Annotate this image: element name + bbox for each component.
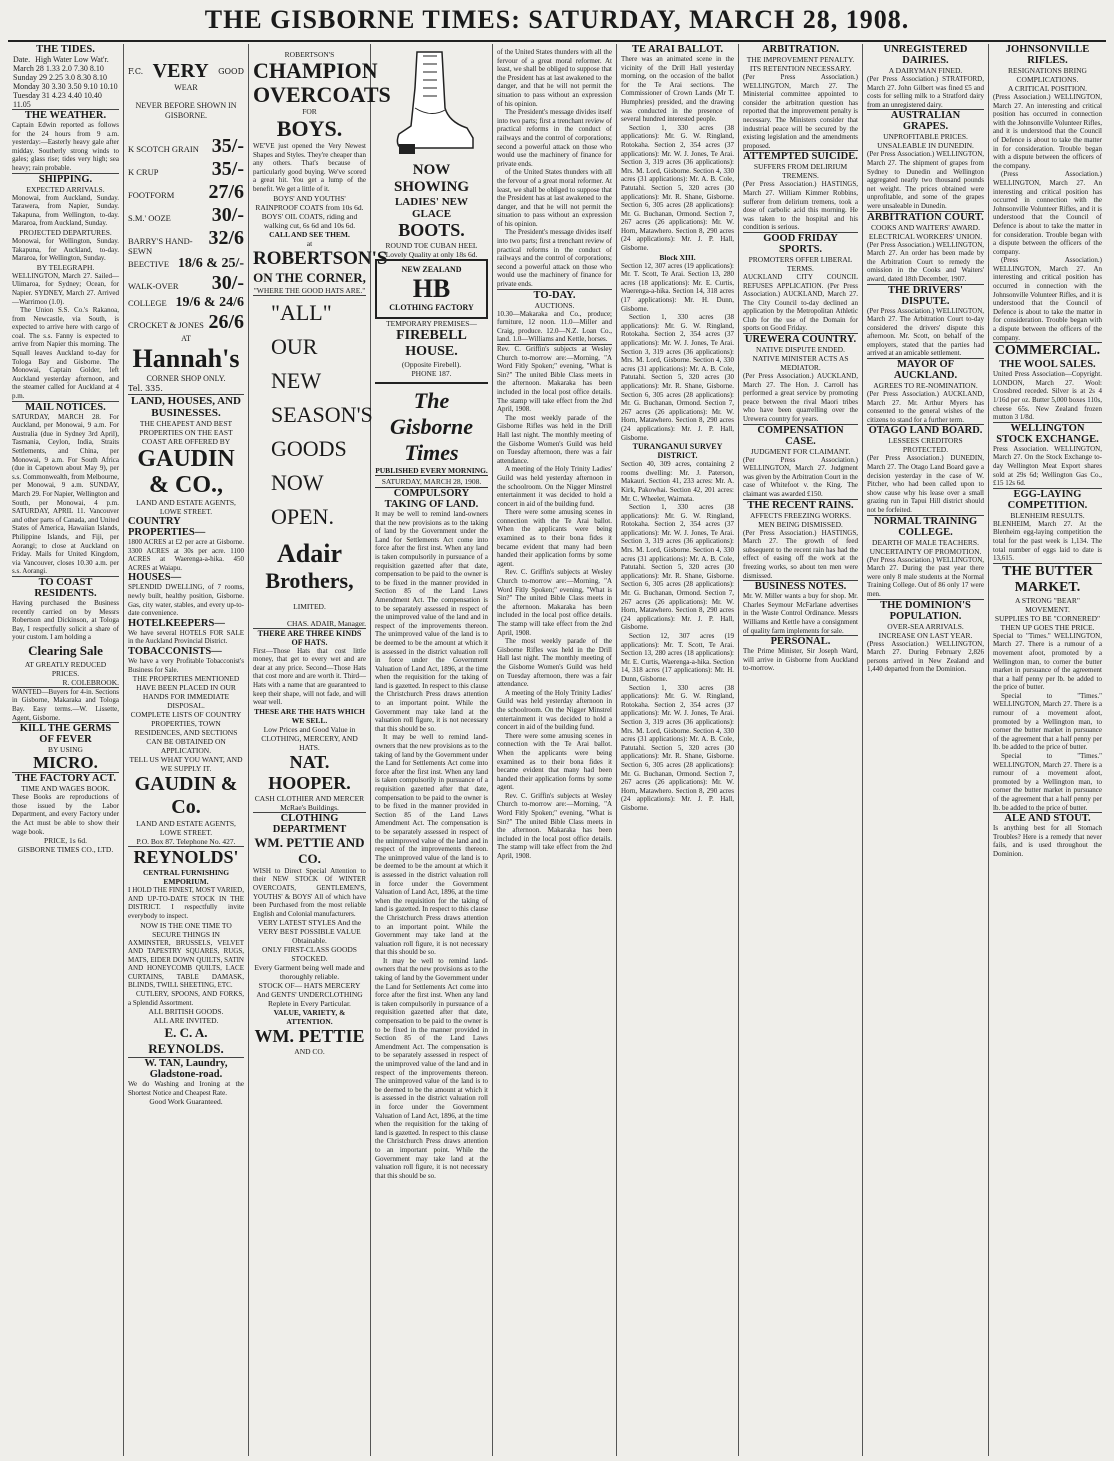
column-3 (249, 44, 391, 1456)
gaudin2-title: GAUDIN & Co. (134, 773, 238, 819)
hotel-heading: HOTELKEEPERS— (128, 617, 225, 629)
otago-text: (Per Press Association.) DUNEDIN, March 27. The Otago Land Board gave a decision yesterday in the case of W. Pitcher, who had been called upon to show cause why his lease over a small grazing run in Tapui Hill district should not be forfeited. (867, 454, 984, 514)
tides-row: March 28 1.33 2.0 7.30 8.10 (13, 64, 104, 73)
micro-by: BY USING (48, 745, 83, 755)
editorial-text: It may be well to remind land-owners that the new provisions as to the taking of land by the Government under the Land for Settlements Act come into force after the first inst. When any land is taken compulsorily in pursuance of a requisition gazetted after that date, compensation to be paid to the owner is to be fixed in the manner provided in Section 85 of the Land Laws Amendment Act. The compensation is to be separately assessed in respect of the unimproved value of the land and in respect of the improvements thereon. The unimproved value of the land is to be deemed to be the amount at which it is assessed in the district valuation roll in force under the Government Valuation of Land Act, 1896, at the time when the requisition for the taking of land is gazetted. In respect to this clause the Christchurch Press draws attention to an important point. While the Government may take land at the valuation roll figure, it is not necessary that this should be so. (375, 956, 488, 1180)
reynolds-text: I HOLD THE FINEST, MOST VARIED, AND UP-TO-DATE STOCK IN THE DISTRICT. I respectfully invite everybody to inspect. (128, 886, 244, 920)
raincoats-label: BOYS' AND YOUTHS' RAINPROOF COATS from 10s 6d. (255, 193, 364, 212)
reynolds-title: REYNOLDS' (133, 847, 239, 868)
tides-row: Tuesday 31 4.23 4.40 10.40 11.05 (13, 91, 102, 109)
ales-text: Is anything best for all Stomach Troubles? Here is a remedy that never fails, and is used throughout the Dominion. (993, 824, 1102, 858)
grapes-sub: UNPROFITABLE PRICES. (883, 132, 968, 142)
block-heading: Block XIII. (659, 252, 696, 262)
boots-title: BOOTS. (398, 220, 465, 240)
masthead-rule (8, 40, 1106, 42)
divider (375, 382, 488, 384)
dairies-sub: A DAIRYMAN FINED. (888, 66, 963, 75)
dominion-sub: OVER-SEA ARRIVALS. (887, 621, 964, 631)
news-text: There were some amusing scenes in connection with the Te Arai ballot. When the applicants were being examined as to their bona fides it became evident that many had been handed their application forms by some agent. (497, 508, 612, 568)
urewera-sub: NATIVE MINISTER ACTS AS MEDIATOR. (752, 354, 849, 373)
ladies-label: LADIES' NEW GLACE (394, 196, 469, 220)
masthead: THE GISBORNE TIMES: SATURDAY, MARCH 28, 1908. (204, 5, 910, 34)
today-heading: TO-DAY. (533, 289, 576, 301)
now-word: NOW (271, 469, 324, 495)
commercial-heading: COMMERCIAL. (994, 343, 1101, 359)
rifles-text: (Press Association.) WELLINGTON, March 27. An interesting and critical position has occurred in connection with the Johnsonville Volunteer Rifles, and it is understood that the Council of Defence is about to take the matter in for consideration. Trouble began with a dispute between the officers of the company. (993, 170, 1102, 256)
projected-text: Monowai, for Wellington, Sunday. Takapuna, for Auckland, to-day. Mararoa, for Wellington, Sunday. (12, 236, 119, 263)
value-label: VALUE, VARIETY, & ATTENTION. (273, 1008, 346, 1027)
tobacco-heading: TOBACCONISTS— (128, 645, 222, 657)
rifles-text: (Press Association.) WELLINGTON, March 27. An interesting and critical position has occurred in connection with the Johnsonville Volunteer Rifles, and it is understood that the Council of Defence is about to take the matter in for consideration. Trouble began with a dispute between the officers of the company. (993, 256, 1102, 342)
business-heading: BUSINESS NOTES. (754, 581, 847, 593)
price-value: 32/6 (208, 227, 244, 249)
editorial-text: It may be well to remind land-owners that the new provisions as to the taking of land by the Government under the Land for Settlements Act come into force after the first inst. When any land is taken compulsorily in pursuance of a requisition gazetted after that date, compensation to be paid to the owner is to be fixed in the manner provided in Section 85 of the Land Laws Amendment Act. The compensation is to be separately assessed in respect of the unimproved value of the land and in respect of the improvements thereon. The unimproved value of the land is to be deemed to be the amount at which it is assessed in the district valuation roll in force under the Government Valuation of Land Act, 1896, at the time when the requisition for the taking of land is gazetted. In respect to this clause the Christchurch Press draws attention to an important point. While the Government may take land at the valuation roll figure, it is not necessary that this should be so. (375, 510, 488, 733)
shipping-heading: SHIPPING. (38, 173, 93, 185)
news-text: A meeting of the Holy Trinity Ladies' Guild was held yesterday afternoon in the schoolroom. On the Nigger Minstrel entertainment it was decided to hold a concert in aid of the building fund. (497, 688, 612, 732)
egg-sub: BLENHEIM RESULTS. (1010, 510, 1085, 520)
article-text: of the United States thunders with all the fervour of a great moral reformer. At least, we shall be obliged to suppose that the President has at last awakened to the danger, and that he will not permit the situation to pass without an expression of his opinion. (497, 168, 612, 228)
at-label: AT (181, 334, 191, 343)
urewera-sub: NATIVE DISPUTE ENDED. (756, 345, 845, 355)
lovely-label: Lovely Quality at only 18s 6d. (385, 250, 478, 259)
mayor-text: (Per Press Association.) AUCKLAND, March 27. Mr. Arthur Myers has consented to the general wishes of the citizens to stand for a further term. (867, 390, 984, 424)
arbitration-court-sub: ELECTRICAL WORKERS' UNION. (868, 231, 983, 241)
dairies-text: (Per Press Association.) STRATFORD, March 27. John Gilbert was fined £5 and costs for selling milk to a Stratford dairy from an unregistered dairy. (867, 75, 984, 109)
compensation-sub: JUDGMENT FOR CLAIMANT. (750, 446, 851, 456)
pettie-title: WM. PETTIE AND CO. (254, 834, 365, 866)
column-5 (493, 44, 616, 1456)
article-text: The President's message divides itself into two parts; first a trenchant review of practical reforms in the conduct of railways and the control of corporations; second a powerful attack on those who would use the machinery of finance for private ends. (497, 108, 612, 168)
sports-heading: GOOD FRIDAY SPORTS. (763, 232, 838, 255)
call-label: CALL AND SEE THEM. (269, 229, 350, 239)
butter-heading: THE BUTTER MARKET. (1002, 563, 1093, 595)
overcoats-intro: WE'VE just opened the Very Newest Shapes and Styles. They're cheaper than any others. That's because of particularly good buying. We've scored a great hit. You get a lump of the benefit. We get a little of it. (253, 142, 366, 193)
butter-sub: SUPPLIES TO BE "CORNERED" THEN UP GOES THE PRICE. (994, 613, 1101, 632)
sports-sub: PROMOTERS OFFER LIBERAL TERMS. (748, 254, 853, 273)
mail-heading: MAIL NOTICES. (25, 401, 106, 413)
normal-heading: NORMAL TRAINING COLLEGE. (873, 515, 978, 538)
mayor-heading: MAYOR OF AUCKLAND. (893, 359, 958, 382)
price-row (128, 311, 244, 334)
price-value: 30/- (211, 272, 244, 294)
hb-logo (375, 259, 488, 319)
otago-heading: OTAGO LAND BOARD. (868, 425, 983, 437)
temp-label: TEMPORARY PREMISES— (386, 319, 477, 328)
boot-illustration (387, 48, 477, 158)
gaudin2-sub: LAND AND ESTATE AGENTS, LOWE STREET. (136, 819, 236, 838)
price-row (128, 256, 244, 272)
shipping-notes: The Union S.S. Co.'s Rakanoa, from Newcastle, via South, is expected to arrive here with cargo of coal. The s.s. Fanny is expected to arrive from Napier this morning. The Squall leaves Auckland to-day for Tologa Bay and Gisborne. The Monowai, Captain Golder, left Auckland yesterday afternoon, and the steamer called for Auckland at 4 p.m. (12, 306, 119, 401)
guaranteed-label: Good Work Guaranteed. (149, 1097, 223, 1107)
mail-text: SATURDAY, MARCH 28. For Auckland, per Monowai, 9 a.m. For Australia (due in Sydney 3rd April), Tasmania, Ceylon, India, Straits Settlements, and China, per Monowai, 9 a.m. For South Africa (due in Capetown about May 9), per s.s. Commonwealth, from Melbourne, per Monowai, 9 a.m. SUNDAY, March 29. For Napier, Wellington and South, per Monowai, 4 p.m. SATURDAY, APRIL 11. Vancouver and other parts of Canada, and United States of America, Hawaiian Islands, Philippine Islands, and Fiji, per Aorangi; to close at Auckland on Friday. Mails for United Kingdom, via Vancouver, closes 10.30 a.m. per s.s. Aorangi. (12, 412, 119, 576)
grapes-text: (Per Press Association.) WELLINGTON, March 27. The shipment of grapes from Sydney to Dunedin and Wellington aggregated nearly two thousand pounds net weight. The prices obtained were unprofitable, and some of the grapes were unsaleable in Dunedin. (867, 150, 984, 210)
price-row (128, 295, 244, 311)
andco-label: AND CO. (294, 1047, 325, 1057)
telegraph-text: WELLINGTON, March 27. Sailed—Ulimaroa, for Sydney; Ocean, for Napier. SYDNEY, March 27. Arrived—Warrimoo (1.0). (12, 271, 119, 306)
rains-text: (Per Press Association.) HASTINGS, March 27. The growth of feed subsequent to the recent rain has had the effect of easing off the work at the freezing works, so about ten men were dismissed. (743, 528, 858, 580)
turanganui-text: Section 40, 309 acres, containing 2 rooms dwelling: Mr. J. Paterson, Makauri. Section 41, 233 acres: Mr. A. Kirk, Pakowhai. Section 42, 201 acres: Mr. C. Wheeler, Waimata. (621, 460, 734, 503)
opposite-label: (Opposite Firebell). (401, 360, 462, 369)
arbitration-sub: THE IMPROVEMENT PENALTY. (746, 55, 855, 64)
ballot-results: Section 1, 330 acres (38 applications): Mr. G. W. Ringland, Rotokaha. Section 2, 354 acres (37 applications): Mr. W. J. Jones, Te Arai. Section 3, 319 acres (36 applications): Mrs. M. Lord, Gisborne. Section 4, 330 acres (31 applications): Mr. A. B. Cole, Patutahi. Section 5, 320 acres (30 applications): Mr. R. Shane, Gisborne. Section 6, 305 acres (28 applications): Mr. G. Buchanan, Ormond. Section 7, 267 acres (26 applications): Mr. W. Horn, Matawhero. Section 8, 290 acres (24 applications): Mr. J. P. Hall, Gisborne. (621, 683, 734, 812)
ales-heading: ALE AND STOUT. (1004, 813, 1091, 825)
on-corner-label: ON THE CORNER, (253, 269, 366, 285)
column-4 (371, 44, 492, 1456)
factory-act: THE FACTORY ACT. (14, 773, 117, 785)
butter-text: Special to "Times." WELLINGTON, March 27. There is a rumour of a movement afoot, promoted by a Wellington man, to corner the butter market in pursuance of the agreement that a half penny per lb. be added to the price of butter. (993, 631, 1102, 692)
price-item: K CRUP (128, 167, 159, 177)
hooper-title: NAT. HOOPER. (268, 751, 351, 793)
laundry-text: We do Washing and Ironing at the Shortest Notice and Cheapest Rate. (128, 1080, 244, 1097)
clothing-heading: CLOTHING DEPARTMENT (272, 812, 347, 835)
business-text: Mr. W. Miller wants a buy for shop. Mr. Charles Seymour McFarlane advertises in the Waste Control Ordinance. Messrs Williams and Kettle have a consignment of quality farm implements for sale. (743, 592, 858, 635)
dairies-heading: UNREGISTERED DAIRIES. (883, 44, 968, 66)
phone-label: PHONE 187. (411, 369, 452, 378)
editorial-heading: COMPULSORY TAKING OF LAND. (384, 488, 479, 510)
ballot-results: Section 1, 330 acres (38 applications): Mr. G. W. Ringland, Rotokaha. Section 2, 354 acres (37 applications): Mr. W. J. Jones, Te Arai. Section 3, 319 acres (36 applications): Mrs. M. Lord, Gisborne. Section 4, 330 acres (31 applications): Mr. A. B. Cole, Patutahi. Section 5, 320 acres (30 applications): Mr. R. Shane, Gisborne. Section 6, 305 acres (28 applications): Mr. G. Buchanan, Ormond. Section 7, 267 acres (26 applications): Mr. W. Horn, Matawhero. Section 8, 290 acres (24 applications): Mr. J. P. Hall, Gisborne. (621, 503, 734, 632)
tobacco-text: We have a very Profitable Tobacconist's Business for Sale. (128, 656, 244, 674)
weather-text: Captain Edwin reported as follows for the 24 hours from 9 a.m. yesterday:—Easterly heavy gale after midday. Southerly strong winds to gales; glass rise; tides very high; sea heavy; rain probable. (12, 121, 119, 172)
news-text: The most weekly parade of the Gisborne Rifles was held in the Drill Hall last night. The monthly meeting of the Gisborne Women's Guild was held on Tuesday afternoon, there was a fair attendance. (497, 413, 612, 465)
where-label: "WHERE THE GOOD HATS ARE." (253, 285, 366, 295)
price-item: BEECTIVE (128, 259, 170, 269)
season-goods-block (271, 296, 373, 534)
boys-title: BOYS. (276, 116, 343, 141)
tell-label: TELL US WHAT YOU WANT, AND WE SUPPLY IT. (129, 755, 243, 774)
exchange-text: Press Association. WELLINGTON, March 27. On the Stock Exchange to-day Wellington Meat Export shares sold at 29s 6d; Wellington Gas Co., £15 12s 6d. (993, 444, 1102, 488)
urewera-heading: UREWERA COUNTRY. (744, 334, 857, 346)
clearing-sign: R. COLEBROOK. (62, 677, 119, 687)
tides-row: Monday 30 3.30 3.50 9.10 10.10 (13, 82, 118, 91)
latest-label: VERY LATEST STYLES And the VERY BEST POSSIBLE VALUE Obtainable. (257, 918, 362, 946)
hb-label: HB (412, 274, 451, 303)
arbitration-court-heading: ARBITRATION COURT. (867, 211, 984, 223)
normal-sub: UNCERTAINTY OF PROMOTION. (869, 546, 982, 556)
new-word: NEW (271, 367, 322, 393)
price-item: WALK-OVER (128, 281, 179, 291)
tides-row: Sunday 29 2.25 3.0 8.30 8.10 (13, 73, 107, 82)
hotel-text: We have several HOTELS FOR SALE in the Auckland Provincial District. (128, 628, 244, 646)
drivers-text: (Per Press Association.) WELLINGTON, March 27. The Arbitration Court to-day considered the drivers' dispute this afternoon. Mr. Scott, on behalf of the employers, stated that the parties had arrived at an amicable settlement. (867, 306, 984, 358)
price-row (128, 135, 244, 158)
article-text: of the United States thunders with all the fervour of a great moral reformer. At least, we shall be obliged to suppose that the President has at last awakened to the danger, and that he will not permit the situation to pass without an expression of his opinion. (497, 48, 612, 108)
column-2 (124, 44, 248, 1456)
published-label: PUBLISHED EVERY MORNING. (375, 466, 488, 475)
news-text: Rev. C. Griffin's subjects at Wesley Church to-morrow are:—Morning, "A Word Fitly Spoken;" evening, "What is Sin?" The united Bible Class meets in the afternoon. Makaraka has been included in the local post office details. The stamp will take effect from the 2nd April, 1908. (497, 345, 612, 414)
coast-text: Having purchased the Business recently carried on by Messrs Robertson and Dickinson, at Tologa Bay, I respectfully solicit a share of your custom. I am holding a (12, 598, 119, 642)
price-value: 27/6 (208, 181, 244, 203)
pettie2-title: WM. PETTIE (254, 1026, 365, 1047)
butter-text: Special to "Times." WELLINGTON, March 27. There is a rumour of a movement afoot, promoted by a Wellington man, to corner the butter market in pursuance of the agreement that a half penny per lb. be added to the price of butter. (993, 691, 1102, 752)
column-7 (739, 44, 862, 1456)
price-value: 18/6 & 25/- (177, 256, 244, 271)
price-row (128, 272, 244, 295)
houses-text: SPLENDID DWELLING, of 7 rooms, newly built, healthy position, Gisborne. Gas, city water, stables, and every up-to-date convenience. (128, 583, 244, 618)
telegraph-subheading: BY TELEGRAPH. (36, 262, 95, 272)
our-word: OUR (271, 333, 318, 359)
coast-heading: TO COAST RESIDENTS. (34, 576, 97, 599)
tides-header-water: High Water Low Wat'r. (35, 55, 109, 64)
gaudin-sub: LAND AND ESTATE AGENTS, LOWE STREET. (136, 498, 236, 516)
factory-sub: TIME AND WAGES BOOK. (21, 784, 110, 794)
micro-title: MICRO. (33, 753, 98, 773)
publisher: GISBORNE TIMES CO., LTD. (17, 845, 114, 855)
weather-heading: THE WEATHER. (24, 110, 107, 121)
shipping-text: Monowai, from Auckland, Sunday. Tarawera, from Napier, Sunday. Takapuna, from Wellington, to-day. Mararoa, from Auckland, Sunday. (12, 193, 119, 228)
arbitration-heading: ARBITRATION. (761, 44, 840, 55)
egg-heading: EGG-LAYING COMPETITION. (1007, 488, 1088, 511)
news-text: There were some amusing scenes in connection with the Te Arai ballot. When the applicants were being examined as to their bona fides it became evident that many had been handed their application forms by some agent. (497, 731, 612, 792)
hooper-addr: McRae's Buildings. (280, 802, 339, 812)
rifles-sub: A CRITICAL POSITION. (1007, 84, 1088, 93)
low-label: Low Prices and Good Value in CLOTHING, MERCERY, AND HATS. (261, 724, 358, 752)
exchange-heading: WELLINGTON STOCK EXCHANGE. (996, 422, 1099, 445)
hats-text: First—Those Hats that cost little money, that get to every wet and are dear at any price. Second—Those Hats that cost more and are worth it. Third—Hats with a name that are guaranteed to keep their shape, will not fade, and will wear well. (253, 646, 366, 707)
goods-word: GOODS (271, 435, 347, 461)
british-label: ALL BRITISH GOODS. (148, 1007, 224, 1017)
firebell-title: FIREBELL HOUSE. (396, 328, 467, 359)
price-value: 30/- (211, 204, 244, 226)
arbitration-court-text: (Per Press Association.) WELLINGTON, March 27. An order has been made by the Arbitration Court to remedy the omission in the Cooks and Waiters' award, dated 18th December, 1907. (867, 240, 984, 283)
price-item: K SCOTCH GRAIN (128, 144, 199, 154)
champion-title: CHAMPION OVERCOATS (253, 58, 391, 107)
tides-header-date: Date. (13, 55, 31, 64)
price-item: BARRY'S HAND-SEWN (128, 236, 193, 256)
robertsons-title: ROBERTSON'S (253, 247, 388, 269)
boot-price-list (128, 135, 244, 334)
good-label: GOOD (218, 66, 244, 76)
article-text: The President's message divides itself into two parts; first a trenchant review of practical reforms in the conduct of railways and the control of corporations; second a powerful attack on those who would use the machinery of finance for private ends. (497, 228, 612, 289)
country-text: 1800 ACRES at £2 per acre at Gisborne. 3300 ACRES at 30s per acre. 1100 ACRES at Waerenga-a-hika. 450 ACRES at Waiapu. (128, 538, 244, 572)
personal-heading: PERSONAL. (770, 636, 831, 648)
factory-text: These Books are reproductions of those issued by the Labor Department, and every Factory under the Act must be able to show their wage book. (12, 793, 119, 836)
grapes-sub: UNSALEABLE IN DUNEDIN. (877, 141, 974, 151)
season-word: SEASON'S (271, 401, 373, 427)
ballot-results: Section 1, 330 acres (38 applications): Mr. G. W. Ringland, Rotokaha. Section 2, 354 acres (37 applications): Mr. W. J. Jones, Te Arai. Section 3, 319 acres (36 applications): Mrs. M. Lord, Gisborne. Section 4, 330 acres (31 applications): Mr. A. B. Cole, Patutahi. Section 5, 320 acres (30 applications): Mr. R. Shane, Gisborne. Section 6, 305 acres (28 applications): Mr. G. Buchanan, Ormond. Section 7, 267 acres (26 applications): Mr. W. Horn, Matawhero. Section 8, 290 acres (24 applications): Mr. J. P. Hall, Gisborne. (621, 123, 734, 253)
column-1 (8, 44, 123, 1456)
urewera-text: (Per Press Association.) AUCKLAND, March 27. The Hon. J. Carroll has performed a great service by promoting peace between the rival Maori tribes who have been quarrelling over the Urewera country for years. (743, 372, 858, 424)
news-text: Rev. C. Griffin's subjects at Wesley Church to-morrow are:—Morning, "A Word Fitly Spoken;" evening, "What is Sin?" The united Bible Class meets in the afternoon. Makaraka has been included in the local post office details. The stamp will take effect from the 2nd April, 1908. (497, 568, 612, 637)
projected-subheading: PROJECTED DEPARTURES. (19, 227, 112, 237)
all-word: "ALL" (271, 299, 332, 325)
gaudin-title: GAUDIN & CO., (137, 446, 235, 498)
wear-label: WEAR (174, 83, 198, 92)
tides-table (12, 55, 119, 109)
price-row (128, 227, 244, 256)
pettie-text: WISH to Direct Special Attention to their NEW STOCK Of WINTER OVERCOATS, GENTLEMEN'S, YOUTHS' & BOYS' All of which have been Purchased from the most reliable English and Colonial manufacturers. (253, 866, 366, 918)
open-word: OPEN. (271, 503, 334, 529)
mayor-sub: AGREES TO RE-NOMINATION. (873, 381, 978, 391)
suicide-sub: SUFFERS FROM DELIRIUM TREMENS. (753, 162, 848, 181)
price-value: 19/6 & 24/6 (175, 295, 244, 310)
rains-sub: AFFECTS FREEZING WORKS. (750, 510, 851, 520)
normal-sub: DEARTH OF MALE TEACHERS. (872, 537, 979, 547)
dominion-sub: INCREASE ON LAST YEAR. (878, 630, 973, 640)
arbitration-court-sub: COOKS AND WAITERS' AWARD. (871, 222, 980, 232)
price-item: FOOTFORM (128, 190, 175, 200)
auctions-sub: AUCTIONS. (534, 300, 575, 310)
te-arai-text: There was an animated scene in the vicinity of the Drill Hall yesterday morning, on the occasion of the ballot for the Te Arai sections. The Commissioner of Crown Lands (Mr T. Humphries) presided, and the drawing was conducted in the presence of several hundred interested people. (621, 55, 734, 124)
land-sub: THE CHEAPEST AND BEST PROPERTIES ON THE EAST COAST ARE OFFERED BY (139, 419, 233, 446)
news-text: A meeting of the Holy Trinity Ladies' Guild was held yesterday afternoon in the schoolroom. On the Nigger Minstrel entertainment it was decided to hold a concert in aid of the building fund. (497, 465, 612, 508)
wool-heading: THE WOOL SALES. (999, 359, 1096, 371)
column-6 (617, 44, 738, 1456)
kill-germs: KILL THE GERMS OF FEVER (19, 723, 112, 746)
block-text: Section 12, 307 acres (19 applications): Mr. T. Scott, Te Arai. Section 13, 280 acres (18 applications): Mr. E. Curtis, Waerenga-a-hika. Section 14, 318 acres (17 applications): Mr. H. Dunn, Gisborne. (621, 261, 734, 313)
fc-label: F.C. (128, 66, 144, 76)
drivers-heading: THE DRIVERS' DISPUTE. (888, 284, 963, 307)
normal-text: (Per Press Association.) WELLINGTON, March 27. During the past year there were only 8 male students at the Normal Training College. Out of 86 only 17 were men. (867, 555, 984, 598)
editorial-text: It may be well to remind land-owners that the new provisions as to the taking of land by the Government under the Land for Settlements Act come into force after the first inst. When any land is taken compulsorily in pursuance of a requisition gazetted after that date, compensation to be paid to the owner is to be fixed in the manner provided in Section 85 of the Land Laws Amendment Act. The compensation is to be separately assessed in respect of the unimproved value of the land and in respect of the improvements thereon. The unimproved value of the land is to be deemed to be the amount at which it is assessed in the district valuation roll in force under the Government Valuation of Land Act, 1896, at the time when the requisition for the taking of land is gazetted. In respect to this clause the Christchurch Press draws attention to an important point. While the Government may take land at the valuation roll figure, it is not necessary that this should be so. (375, 733, 488, 957)
adair-title: Adair (277, 538, 342, 568)
ecreynolds-title: E. C. A. REYNOLDS. (148, 1025, 224, 1057)
compensation-heading: COMPENSATION CASE. (757, 424, 844, 447)
robertsons-label: ROBERTSON'S (284, 50, 335, 59)
laundry-heading: W. TAN, Laundry, Gladstone-road. (144, 1058, 228, 1081)
now-label: NOW IS THE ONE TIME TO SECURE THINGS IN (140, 920, 232, 939)
compensation-text: (Per Press Association.) WELLINGTON, March 27. Judgment was given by the Arbitration Court in the case of Whitefoot v. the King. The claimant was awarded £150. (743, 455, 858, 498)
pobox-label: P.O. Box 87. Telephone No. 427. (136, 837, 236, 847)
wool-text: United Press Association—Copyright. LONDON, March 27. Wool: Crossbred receded. Silver is at 2s 4 1/16d per oz. Butter 5,000 boxes 110s, cheese 65s. New Zealand frozen mutton 3 1/8d. (993, 370, 1102, 422)
rifles-sub: RESIGNATIONS BRING COMPLICATIONS. (1008, 66, 1087, 84)
news-text: The most weekly parade of the Gisborne Rifles was held in the Drill Hall last night. The monthly meeting of the Gisborne Women's Guild was held on Tuesday afternoon, there was a fair attendance. (497, 637, 612, 689)
hannahs-title: Hannah's (132, 344, 240, 373)
editorial-dateline: SATURDAY, MARCH 28, 1908. (375, 475, 488, 488)
grapes-heading: AUSTRALIAN GRAPES. (890, 110, 961, 133)
clearing-sale: Clearing Sale (28, 642, 103, 658)
hats-heading: THERE ARE THREE KINDS OF HATS. (257, 628, 362, 647)
for-label: FOR (302, 107, 317, 116)
butter-sub: A STRONG "BEAR" MOVEMENT. (1015, 595, 1080, 614)
price-value: 35/- (211, 158, 244, 180)
never-label: NEVER BEFORE SHOWN IN GISBORNE. (135, 101, 237, 120)
dominion-heading: THE DOMINION'S POPULATION. (880, 599, 971, 622)
firstclass-label: ONLY FIRST-CLASS GOODS STOCKED. (262, 945, 357, 964)
column-8 (863, 44, 988, 1456)
at-label: at (306, 238, 313, 248)
shipping-subheading: EXPECTED ARRIVALS. (26, 184, 105, 194)
hooper-sub: CASH CLOTHIER AND MERCER (254, 793, 365, 803)
stock-label: STOCK OF— HATS MERCERY And GENTS' UNDERCLOTHING Replete in Every Particular. (256, 981, 363, 1009)
rains-heading: THE RECENT RAINS. (747, 499, 854, 511)
tides-heading: THE TIDES. (36, 44, 95, 55)
arbitration-text: (Per Press Association.) WELLINGTON, March 27. The Ministerial committee appointed to consider the arbitration question has reported that the improvement penalty is necessary. The Ministers consider that industrial peace will be secured by the existing legislation and the amendments proposed. (743, 73, 858, 150)
dominion-text: (Press Association.) WELLINGTON, March 27. During February 2,826 persons arrived in New Zealand and 1,440 departed from the Dominion. (867, 639, 984, 674)
every-label: Every Garment being well made and thoroughly reliable. (254, 963, 365, 982)
otago-sub: LESSEES CREDITORS PROTECTED. (888, 436, 963, 455)
cutlery-text: CUTLERY, SPOONS, AND FORKS, a Splendid Assortment. (128, 990, 244, 1007)
price-value: 35/- (211, 135, 244, 157)
sports-text: AUCKLAND CITY COUNCIL REFUSES APPLICATION. (Per Press Association.) AUCKLAND, March 27. The City Council to-day declined an application by the Metropolitan Athletic Club for the use of the Domain for sports on Good Friday. (743, 272, 858, 333)
clearing-sub: AT GREATLY REDUCED PRICES. (24, 659, 107, 678)
te-arai-heading: TE ARAI BALLOT. (631, 44, 724, 55)
price-item: COLLEGE (128, 298, 167, 308)
butter-text: Special to "Times." WELLINGTON, March 27. There is a rumour of a movement afoot, promoted by a Wellington man, to corner the butter market in pursuance of the agreement that a half penny per lb. be added to the price of butter. (993, 752, 1102, 812)
very-good-row (128, 60, 244, 83)
price-row (128, 158, 244, 181)
wanted-text: WANTED—Buyers for 4-in. Sections in Gisborne, Makaraka and Tologa Bay. Easy terms.—W. Lissette, Agent, Gisborne. (12, 687, 119, 722)
gisborne-times-title: The Gisborne Times (389, 388, 474, 465)
complete-label: COMPLETE LISTS OF COUNTRY PROPERTIES, TOWN RESIDENCES, AND SECTIONS CAN BE OBTAINED ON APPLICATION. (130, 710, 242, 756)
corner-label: CORNER SHOP ONLY. (146, 374, 226, 383)
country-heading: COUNTRY PROPERTIES— (128, 516, 206, 538)
price-row (128, 181, 244, 204)
auctions-text: 10.30—Makaraka and Co., produce; furniture, 12 noon. 11.0—Miller and Craig, produce. 12.0—N.Z. Loan Co., land. 1.0—Williams and Kettle, horses. (497, 309, 612, 344)
factory-price: PRICE, 1s 6d. (44, 836, 87, 846)
these-label: THESE ARE THE HATS WHICH WE SELL. (254, 706, 365, 725)
invited-label: ALL ARE INVITED. (153, 1016, 219, 1026)
brothers-title: Brothers, (265, 567, 354, 593)
ballot-results: Section 1, 330 acres (38 applications): Mr. G. W. Ringland, Rotokaha. Section 2, 354 acres (37 applications): Mr. W. J. Jones, Te Arai. Section 3, 319 acres (36 applications): Mrs. M. Lord, Gisborne. Section 4, 330 acres (31 applications): Mr. A. B. Cole, Patutahi. Section 5, 320 acres (30 applications): Mr. R. Shane, Gisborne. Section 6, 305 acres (28 applications): Mr. G. Buchanan, Ormond. Section 7, 267 acres (26 applications): Mr. W. Horn, Matawhero. Section 8, 290 acres (24 applications): Mr. J. P. Hall, Gisborne. (621, 313, 734, 442)
land-heading: LAND, HOUSES, AND BUSINESSES. (130, 395, 242, 419)
price-value: 26/6 (208, 311, 244, 333)
personal-text: The Prime Minister, Sir Joseph Ward, will arrive in Gisborne from Auckland to-morrow. (743, 647, 858, 673)
rifles-heading: JOHNSONVILLE RIFLES. (1005, 44, 1090, 66)
limited-label: LIMITED. (293, 601, 326, 611)
price-row (128, 204, 244, 227)
egg-text: BLENHEIM, March 27. At the Blenheim egg-laying competition the total for the past week is 1,134. The total number of eggs laid to date is 13,615. (993, 519, 1102, 563)
turanganui-heading: TURANGANUI SURVEY DISTRICT. (632, 442, 723, 461)
arbitration-sub: ITS RETENTION NECESSARY. (749, 64, 852, 73)
factory-label: CLOTHING FACTORY (389, 303, 474, 312)
manager-label: CHAS. ADAIR, Manager. (287, 618, 366, 628)
emporium-label: CENTRAL FURNISHING EMPORIUM. (142, 868, 230, 887)
rifles-text: (Press Association.) WELLINGTON, March 27. An interesting and critical position has occurred in connection with the Johnsonville Volunteer Rifles, and it is understood that the Council of Defence is about to take the matter in for consideration. Trouble began with a dispute between the officers of the company. (993, 93, 1102, 170)
rains-sub: MEN BEING DISMISSED. (758, 519, 843, 529)
suicide-heading: ATTEMPTED SUICIDE. (743, 151, 858, 163)
mentioned-label: THE PROPERTIES MENTIONED HAVE BEEN PLACED IN OUR HANDS FOR IMMEDIATE DISPOSAL. (132, 674, 240, 711)
oilcoats-label: BOYS' OIL COATS, riding and walking cut, 6s 6d and 10s 6d. (261, 211, 358, 230)
nz-label: NEW ZEALAND (401, 265, 462, 274)
tel-label: Tel. 335. (128, 384, 163, 393)
houses-heading: HOUSES— (128, 572, 182, 584)
suicide-text: (Per Press Association.) HASTINGS, March 27. William Kimmer Robbins, sufferer from delirium tremens, took a dose of carbolic acid this morning. He was taken to the hospital and his condition is serious. (743, 180, 858, 232)
very-label: VERY (152, 60, 209, 82)
round-label: ROUND TOE CUBAN HEEL (385, 241, 478, 250)
goods-text: AXMINSTER, BRUSSELS, VELVET AND TAPESTRY SQUARES, RUGS, MATS, EIDER DOWN QUILTS, SATIN AND HONEYCOMB QUILTS, LACE CURTAINS, TABLE DAMASK, BLINDS, TWILL SHEETING, ETC. (128, 938, 244, 990)
now-showing-title: NOW SHOWING (393, 162, 469, 195)
block-text: Section 12, 307 acres (19 applications): Mr. T. Scott, Te Arai. Section 13, 280 acres (18 applications): Mr. E. Curtis, Waerenga-a-hika. Section 14, 318 acres (17 applications): Mr. H. Dunn, Gisborne. (621, 632, 734, 683)
news-text: Rev. C. Griffin's subjects at Wesley Church to-morrow are:—Morning, "A Word Fitly Spoken;" evening, "What is Sin?" The united Bible Class meets in the afternoon. Makaraka has been included in the local post office details. The stamp will take effect from the 2nd April, 1908. (497, 791, 612, 861)
price-item: S.M.' OOZE (128, 213, 171, 223)
price-item: CROCKET & JONES (128, 320, 204, 330)
column-9 (989, 44, 1106, 1456)
